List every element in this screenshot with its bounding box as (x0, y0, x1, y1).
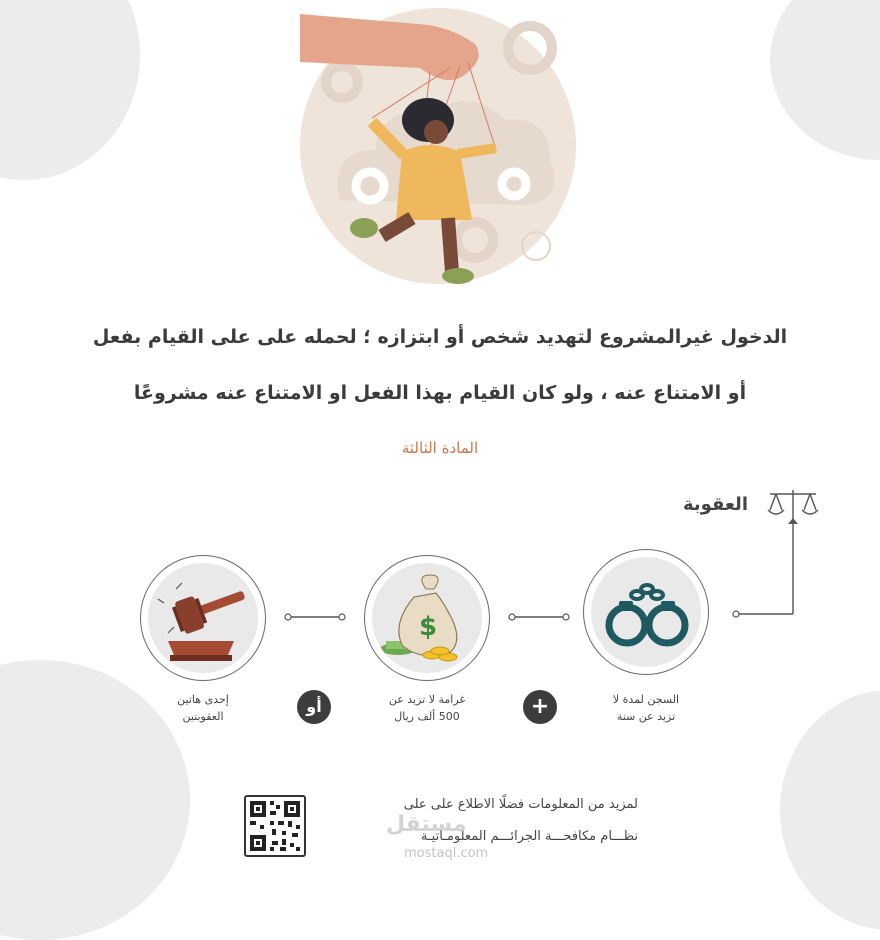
bg-blob-bottom-right (780, 690, 880, 930)
watermark-brand: مستقل (386, 812, 467, 837)
qr-code[interactable] (244, 795, 306, 857)
headline-line-2: أو الامتناع عنه ، ولو كان القيام بهذا الفعل او الامتناع عنه مشروعًا (133, 382, 747, 404)
qr-code-icon (246, 797, 304, 855)
fine-caption-line-1: غرامة لا تزيد عن (388, 693, 466, 706)
svg-text:$: $ (418, 612, 438, 642)
bg-blob-top-left (0, 0, 140, 180)
puppet-illustration (300, 0, 580, 290)
fine-caption (352, 691, 502, 725)
footer-line-2: نظـــام مكافحـــة الجرائـــم المعلومـاتيـة (420, 829, 638, 844)
either-caption-line-2: العقوبتين (182, 710, 224, 723)
footer-line-1: لمزيد من المعلومات فضلًا الاطلاع على على (403, 797, 638, 812)
prison-caption (571, 691, 721, 725)
handcuffs-icon (591, 557, 701, 667)
headline-line-1: الدخول غيرالمشروع لتهديد شخص أو ابتزازه ؛ لحمله على على القيام بفعل (92, 326, 788, 348)
or-operator: أو (297, 690, 331, 724)
scales-icon (788, 518, 798, 524)
either-caption-line-1: إحدى هاتين (177, 693, 229, 706)
gavel-icon (148, 563, 258, 673)
penalty-title: العقوبة (682, 494, 748, 515)
either-caption (128, 691, 278, 725)
article-label: المادة الثالثة (401, 439, 479, 457)
plus-operator: + (523, 690, 557, 724)
fine-caption-line-2: 500 ألف ريال (394, 710, 460, 723)
watermark-url: mostaql.com (404, 846, 489, 861)
penalty-circle-fine (364, 555, 490, 681)
prison-caption-line-2: تزيد عن سنة (616, 710, 676, 723)
bg-blob-top-right (770, 0, 880, 160)
penalty-circle-either (140, 555, 266, 681)
penalty-circle-prison (583, 549, 709, 675)
prison-caption-line-1: السجن لمدة لا (612, 693, 680, 706)
money-bag-icon (372, 563, 482, 673)
